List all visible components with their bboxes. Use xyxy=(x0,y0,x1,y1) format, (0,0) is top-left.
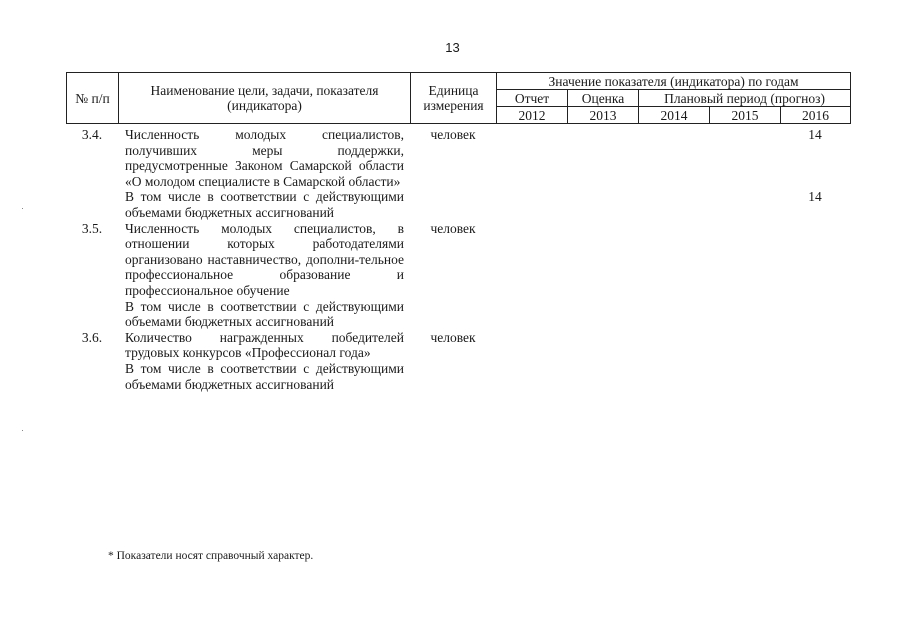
row-name xyxy=(118,127,410,189)
table-row xyxy=(66,221,850,299)
scan-speck xyxy=(22,208,23,209)
subrow-value-2016 xyxy=(780,299,850,330)
subrow-name: В том числе в соответствии с действующими объемами бюджетных ассигнований xyxy=(125,360,404,392)
row-value-2016 xyxy=(780,330,850,361)
table-row xyxy=(66,330,850,361)
header-year: 2012 xyxy=(497,107,568,124)
row-unit: человек xyxy=(430,220,476,236)
row-name: Количество награжденных победителей трудовых конкурсов «Профессионал года» xyxy=(125,329,404,361)
subrow-name: В том числе в соответствии с действующими объемами бюджетных ассигнований xyxy=(125,298,404,330)
row-name: Численность молодых специалистов, в отношении которых работодателями организовано наставничество, дополни-тельное профессиональное образование и профессиональное обучение xyxy=(125,220,404,298)
page-number: 13 xyxy=(445,40,460,55)
header-estimate: Оценка xyxy=(568,90,639,107)
header-name: Наименование цели, задачи, показателя (индикатора) xyxy=(119,73,411,124)
row-number: 3.4. xyxy=(81,127,103,142)
header-year: 2014 xyxy=(639,107,710,124)
row-number: 3.5. xyxy=(81,220,103,236)
header-unit: Единица измерения xyxy=(411,73,497,124)
table-subrow xyxy=(66,299,850,330)
header-values-group: Значение показателя (индикатора) по годам xyxy=(497,73,851,90)
footnote: * Показатели носят справочный характер. xyxy=(108,550,314,562)
header-report: Отчет xyxy=(497,90,568,107)
table-subrow xyxy=(66,189,850,220)
subrow-value-2016: 14 xyxy=(808,189,822,205)
table-row xyxy=(66,127,850,189)
row-unit: человек xyxy=(430,127,476,142)
row-value-2016: 14 xyxy=(808,127,822,142)
row-number: 3.6. xyxy=(81,329,103,345)
scan-speck xyxy=(22,430,23,431)
header-planned: Плановый период (прогноз) xyxy=(639,90,851,107)
subrow-value-2016 xyxy=(780,361,850,392)
table-body xyxy=(66,127,850,392)
header-year: 2015 xyxy=(710,107,781,124)
subrow-name: В том числе в соответствии с действующими объемами бюджетных ассигнований xyxy=(125,189,404,220)
row-value-2016 xyxy=(780,221,850,299)
table-subrow xyxy=(66,361,850,392)
table-header xyxy=(66,72,851,124)
header-year: 2016 xyxy=(781,107,851,124)
header-year: 2013 xyxy=(568,107,639,124)
header-number: № п/п xyxy=(67,73,119,124)
row-name-main: Численность молодых специалистов, получивших меры поддержки, предусмотренные Законом Самарской области «О молодом специалисте в Самарской области» xyxy=(125,127,404,189)
row-unit: человек xyxy=(430,329,476,345)
